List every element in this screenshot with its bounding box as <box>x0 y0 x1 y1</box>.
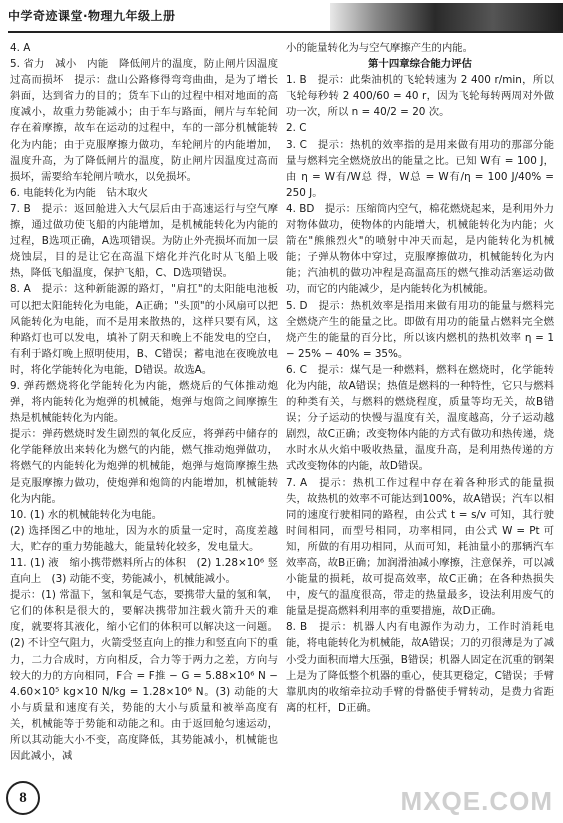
ch14-answer-3: 3. C 提示：热机的效率指的是用来做有用功的那部分能量与燃料完全燃烧放出的能量之比。已知 W有 = 100 J，由 η = W有/W总 得，W总 = W有/η = 100 J/40% = 250 J。 <box>286 138 554 199</box>
header-divider <box>8 31 563 33</box>
answer-9-hint: 提示：弹药燃烧时发生剧烈的氧化反应，将弹药中储存的化学能释放出来转化为燃气的内能，燃气推动炮弹做功，将燃气的内能转化为炮弹的机械能，炮弹与炮筒摩擦生热是克服摩擦力做功，使炮弹和炮筒的内能增加，机械能转化为内能。 <box>10 428 278 505</box>
answer-11-continued: 小的能量转化为与空气摩擦产生的内能。 <box>286 42 474 54</box>
answer-4: 4. A <box>10 42 31 54</box>
section-title: 第十四章综合能力评估 <box>368 58 472 71</box>
answer-11-hint: 提示：(1) 常温下，氢和氧是气态，要携带大量的氢和氧，它们的体积是很大的，要解决携带加注载火箭升天的难度，就要将其液化，缩小它们的体积可以解决这一问题。(2) 不计空气阻力，火箭受竖直向上的推力和竖直向下的重力，二力合成时，方向相反，合力等于两力之差，方向与较大的力的方向相同，F合 = F推 − G = 5.88×10⁶ N − 4.60×10⁵ kg×10 N/kg = 1.28×10⁶ N。(3) 动能的大小与质量和速度有关，势能的大小与质量和被举高度有关，机械能等于势能和动能之和。由于返回舱匀速运动，所以其动能大小不变，高度降低，其势能减小，机械能也因此减小，减 <box>10 589 278 763</box>
watermark: MXQE.COM <box>400 786 553 816</box>
answer-8: 8. A 提示：这种新能源的路灯，"肩扛"的太阳能电池板可以把太阳能转化为电能，A正确；"头顶"的小风扇可以把风能转化为电能，而不是用来散热的，这样只要有风，这种路灯也可以发电，填补了阴天和晚上不能发电的空白，有利于路灯晚上照明使用，B、C错误；蓄电池在夜晚放电时，将化学能转化为电能，D错误。故选A。 <box>10 283 278 376</box>
answer-10-2: (2) 选择图乙中的地址，因为水的质量一定时，高度差越大，贮存的重力势能越大，能量转化较多，发电量大。 <box>10 524 278 553</box>
page-header <box>0 0 563 34</box>
ch14-answer-2: 2. C <box>286 122 307 135</box>
page-number: 8 <box>6 781 40 815</box>
answer-9: 9. 弹药燃烧将化学能转化为内能，燃烧后的气体推动炮弹，将内能转化为炮弹的机械能，炮弹与炮筒之间摩擦生热是机械能转化为内能。 <box>10 379 278 425</box>
ch14-answer-8: 8. B 提示：机器人内有电源作为动力，工作时消耗电能，将电能转化为机械能，故A错误；刀的刃很薄是为了减小受力面积而增大压强，B错误；机器人固定在沉重的钢架上是为了降低整个机器的重心，使其更稳定，C错误；手臂靠肌肉的收缩牵拉动手臂的骨骼使手臂转动，是费力省距离的杠杆，D正确。 <box>286 621 554 714</box>
ch14-answer-5: 5. D 提示：热机效率是指用来做有用功的能量与燃料完全燃烧产生的能量之比。即做有用功的能量占燃料完全燃烧产生的能量的百分比，所以该内燃机的热机效率 η = 1 − 25% − 40% = 35%。 <box>286 299 554 360</box>
left-column <box>10 40 278 764</box>
answer-11: 11. (1) 液 缩小携带燃料所占的体积 (2) 1.28×10⁶ 竖直向上 (3) 动能不变，势能减小，机械能减小。 <box>10 557 278 586</box>
book-title: 中学奇迹课堂·物理九年级上册 <box>8 9 176 23</box>
ch14-answer-1: 1. B 提示：此柴油机的飞轮转速为 2 400 r/min，所以飞轮每秒转 2 400/60 = 40 r，因为飞轮每转两周对外做功一次，所以 n = 40/2 = 20 次。 <box>286 74 554 119</box>
ch14-answer-4: 4. BD 提示：压缩筒内空气，棉花燃烧起来，是利用外力对物体做功，使物体的内能增大，机械能转化为内能；火箭在"熊熊烈火"的喷射中冲天而起，是内能转化为机械能；子弹从物体中穿过，克服摩擦做功，机械能转化为内能；汽油机的做功冲程是高温高压的燃气推动活塞运动做功，而它的内能减少，是内能转化为机械能。 <box>286 202 554 296</box>
header-decorative-band <box>330 3 563 31</box>
answer-5: 5. 省力 减小 内能 降低闸片的温度，防止闸片因温度过高而损坏 提示：盘山公路修得弯弯曲曲，是为了增长斜面，达到省力的目的；货车下山的过程中相对地面的高度减小，故重力势能减小；由于车与路面，闸片与车轮间存在着摩擦，故车在运动的过程中，车的一部分机械能转化为内能；由于克服摩擦力做功，车轮闸片的内能增加，温度升高，为了降低闸片的温度，防止闸片因温度过高而损坏，需要给车轮闸片喷水，以免损坏。 <box>10 58 278 183</box>
answer-6: 6. 电能转化为内能 钻木取火 <box>10 186 148 199</box>
ch14-answer-7: 7. A 提示：热机工作过程中存在着各种形式的能量损失，故热机的效率不可能达到100%，故A错误；汽车以相同的速度行驶相同的路程，由公式 t = s/v 可知，其行驶时间相同，而型号相同，功率相同，由公式 W = Pt 可知，所做的有用功相同，从而可知，耗油量小的那辆汽车效率高，故B正确；加润滑油减小摩擦，注意保养，可以减小能量的损耗，故可提高效率，故C正确；在各种热损失中，废气的温度很高，带走的热量最多，设法利用废气的能量是提高燃料利用率的重要措施，故D正确。 <box>286 476 554 618</box>
ch14-answer-6: 6. C 提示：煤气是一种燃料，燃料在燃烧时，化学能转化为内能，故A错误；热值是燃料的一种特性，它只与燃料的种类有关，与燃料的燃烧程度，质量等均无关，故B错误；分子运动的快慢与温度有关，温度越高，分子运动越剧烈，故C正确；改变物体内能的方式有做功和热传递，烧水时水从火焰中吸收热量，温度升高，是利用热传递的方式改变物体的内能，故D错误。 <box>286 363 554 473</box>
right-column <box>286 40 554 716</box>
answer-10-1: 10. (1) 水的机械能转化为电能。 <box>10 508 163 521</box>
answer-7: 7. B 提示：返回舱进入大气层后由于高速运行与空气摩擦，通过做功使飞船的内能增加，是机械能转化为内能的过程，B选项正确，A选项错误。为防止外壳损坏而加一层烧蚀层，目的是让它在高温下熔化并汽化时从飞船上吸热，降低飞船温度，保护飞船，C、D选项错误。 <box>10 202 278 280</box>
